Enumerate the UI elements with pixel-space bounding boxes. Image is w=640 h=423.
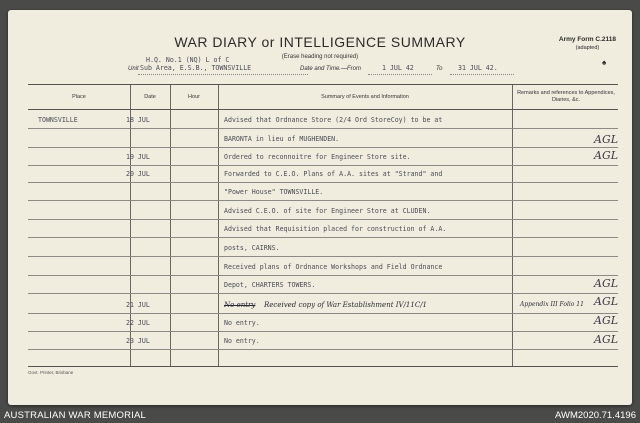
row-rule [28, 128, 618, 129]
handwritten-appendix-ref: Appendix III Folio 11 [520, 301, 584, 308]
summary-cell: Ordered to reconnoitre for Engineer Store site. [224, 153, 411, 161]
form-name: Army Form C.2118 [558, 36, 616, 43]
row-rule [28, 237, 618, 238]
summary-cell: Forwarded to C.E.O. Plans of A.A. sites at "Strand" and [224, 170, 443, 178]
form-note: (adapted) [575, 45, 600, 51]
header-rule [28, 109, 618, 110]
table-row [28, 314, 618, 331]
summary-cell: posts, CAIRNS. [224, 244, 280, 252]
date-cell: 22 JUL [126, 319, 150, 327]
date-from: 1 JUL 42 [382, 64, 414, 72]
col-head-remarks: Remarks and references to Appendices, Diaries, &c. [517, 90, 615, 103]
summary-cell: No entry. [224, 319, 260, 327]
col-head-place: Place [72, 93, 86, 100]
summary-cell: BARONTA in lieu of MUGHENDEN. [224, 135, 340, 143]
diary-table [28, 84, 618, 367]
date-to: 31 JUL 42. [458, 64, 498, 72]
signature-initials: AGL [594, 295, 619, 308]
signature-initials: AGL [594, 149, 619, 162]
table-row [28, 239, 618, 256]
table-row [28, 148, 618, 165]
row-rule [28, 256, 618, 257]
table-row [28, 111, 618, 128]
handwritten-received-note: Received copy of War Establishment IV/11C/1 [264, 301, 428, 309]
summary-cell: Advised that Requisition placed for construction of A.A. [224, 225, 447, 233]
table-row [28, 130, 618, 147]
col-head-summary: Summary of Events and Information [321, 93, 409, 100]
col-head-hour: Hour [188, 93, 200, 100]
summary-cell: Advised C.E.O. of site for Engineer Store at CLUDEN. [224, 207, 431, 215]
date-cell: 19 JUL [126, 153, 150, 161]
army-form-label [559, 36, 616, 52]
place-cell: TOWNSVILLE [38, 116, 78, 124]
signature-initials: AGL [594, 277, 619, 290]
signature-initials: AGL [594, 314, 619, 327]
diary-sheet [8, 10, 632, 405]
to-label: To [436, 66, 443, 72]
table-row [28, 276, 618, 293]
table-row [28, 296, 618, 313]
printer-imprint: Govt. Printer, Brisbane [28, 370, 74, 375]
struck-no-entry: No entry [224, 301, 256, 309]
signature-initials: AGL [594, 133, 619, 146]
summary-cell: "Power House" TOWNSVILLE. [224, 188, 324, 196]
date-from-underline [368, 74, 432, 75]
unit-line-1: H.Q. No.1 (NQ) L of C [146, 56, 230, 64]
table-row [28, 258, 618, 275]
table-row [28, 332, 618, 349]
summary-cell: Depot, CHARTERS TOWERS. [224, 281, 316, 289]
table-row [28, 165, 618, 182]
col-head-date: Date [144, 93, 156, 100]
row-rule [28, 349, 618, 350]
unit-line-2: Sub Area, E.S.B., TOWNSVILLE [140, 64, 252, 72]
date-cell: 21 JUL [126, 301, 150, 309]
spade-mark-icon: ♠ [602, 58, 607, 67]
unit-underline [138, 74, 308, 75]
date-to-underline [450, 74, 514, 75]
date-label: Date and Time.—From [300, 66, 361, 72]
archive-reference: AWM2020.71.4196 [555, 410, 636, 421]
summary-cell: Advised that Ordnance Store (2/4 Ord StoreCoy) to be at [224, 116, 443, 124]
signature-initials: AGL [594, 333, 619, 346]
table-row [28, 183, 618, 200]
diary-subtitle: (Erase heading not required) [281, 54, 359, 60]
date-cell: 18 JUL [126, 116, 150, 124]
table-row [28, 220, 618, 237]
diary-title: WAR DIARY or INTELLIGENCE SUMMARY [174, 34, 466, 50]
table-row [28, 202, 618, 219]
summary-cell: Received plans of Ordnance Workshops and Field Ordnance [224, 263, 443, 271]
unit-label: Unit [128, 66, 139, 72]
date-cell: 20 JUL [126, 170, 150, 178]
date-cell: 23 JUL [126, 337, 150, 345]
archive-name: AUSTRALIAN WAR MEMORIAL [4, 410, 147, 421]
row-rule [28, 293, 618, 294]
summary-cell: No entry. [224, 337, 260, 345]
row-rule [28, 200, 618, 201]
